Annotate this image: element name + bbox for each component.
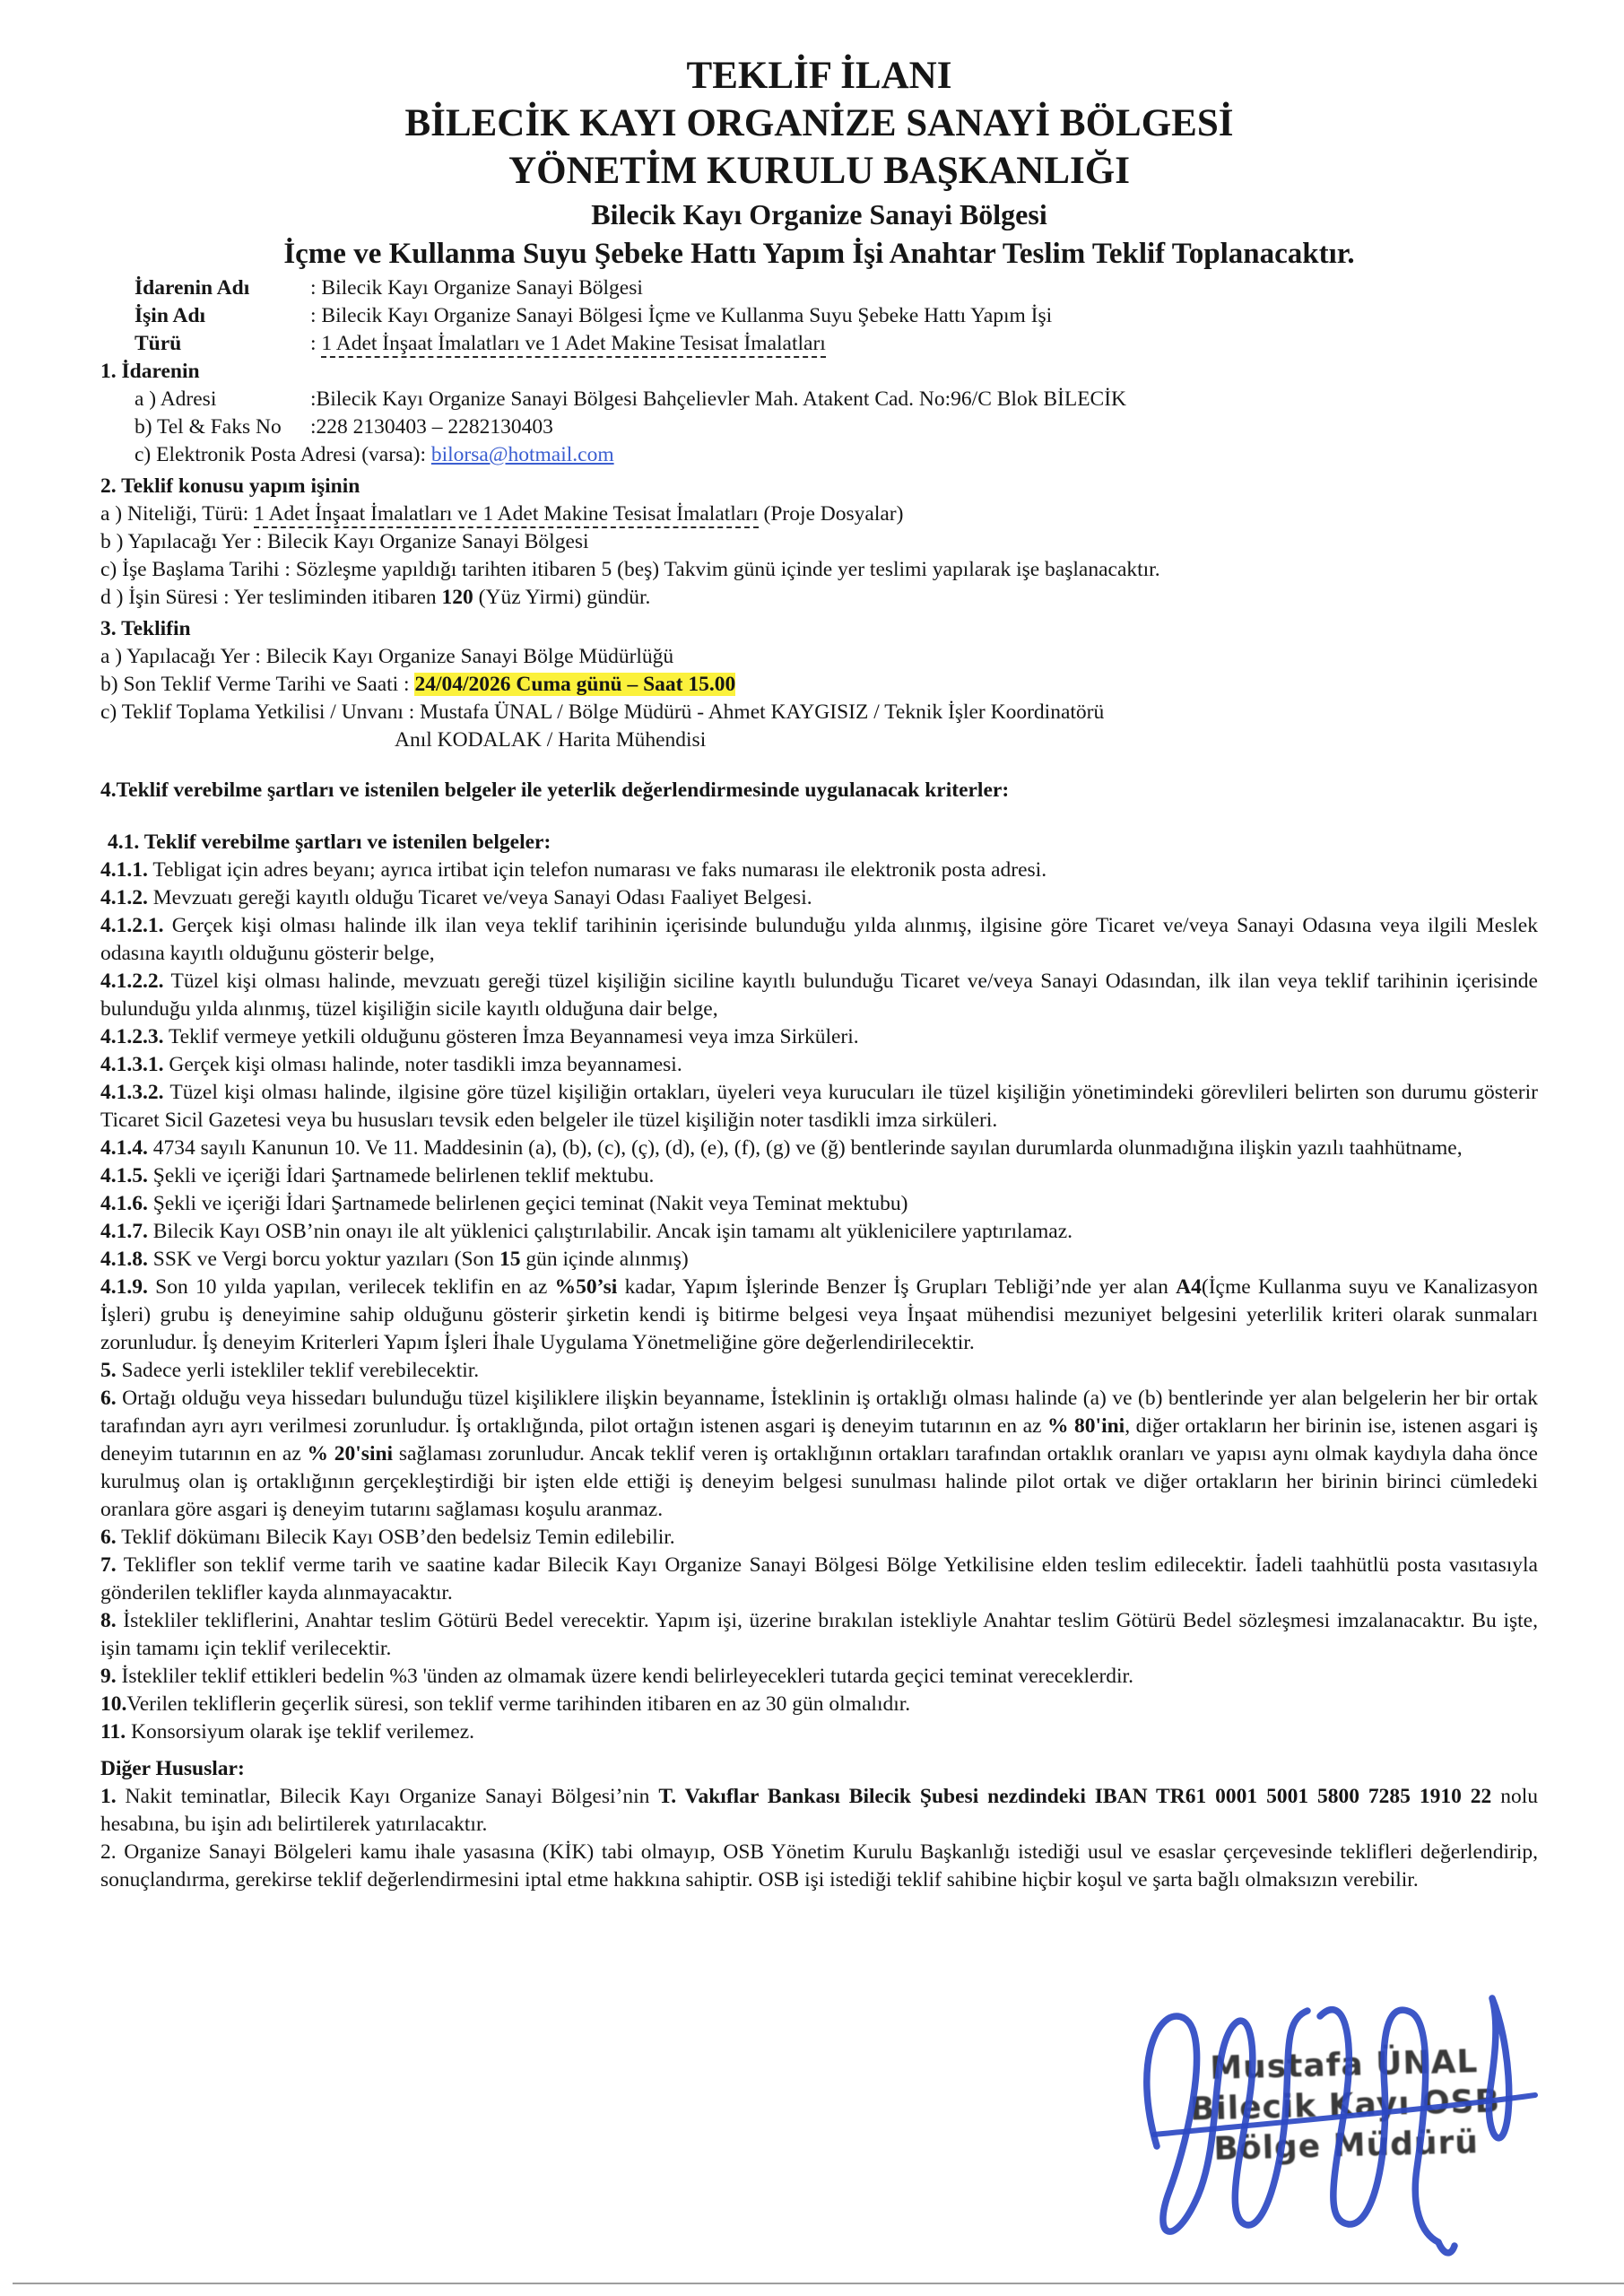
section4-heading: 4.Teklif verebilme şartları ve istenilen belgeler ile yeterlik değerlendirmesinde uygulanacak kriterler: (100, 778, 1010, 802)
stamp-title: Bölge Müdürü (1212, 2124, 1480, 2168)
item-9: 9. İstekliler teklif ettikleri bedelin %3 'ünden az olmamak üzere kendi belirleyecekleri tutarda geçici teminat vereceklerdir. (100, 1665, 1133, 1688)
section3-item-c-continued: Anıl KODALAK / Harita Mühendisi (395, 728, 707, 752)
item-4-1-1: 4.1.1. Tebligat için adres beyanı; ayrıca irtibat için telefon numarası ve faks numarası ile elektronik posta adresi. (100, 858, 1047, 882)
item-4-1-2-3: 4.1.2.3. Teklif vermeye yetkili olduğunu gösteren İmza Beyannamesi veya imza Sirküleri. (100, 1025, 859, 1048)
scan-artifact-line (13, 2283, 1624, 2284)
doc-title: TEKLİF İLANI (686, 55, 952, 97)
item-4-1-7: 4.1.7. Bilecik Kayı OSB’nin onayı ile alt yüklenici çalıştırılabilir. Ancak işin tamamı alt yüklenicilere yaptırılamaz. (100, 1220, 1073, 1243)
info-row-turu (100, 330, 1538, 358)
item-11: 11. Konsorsiyum olarak işe teklif verilemez. (100, 1720, 475, 1744)
phone-label: b) Tel & Faks No (135, 415, 282, 439)
section3-heading: 3. Teklifin (100, 617, 191, 640)
item-6b: 6. Teklif dökümanı Bilecik Kayı OSB’den bedelsiz Temin edilebilir. (100, 1526, 675, 1549)
item-4-1-5: 4.1.5. Şekli ve içeriği İdari Şartnamede belirlenen teklif mektubu. (100, 1164, 655, 1187)
section2-item-b: b ) Yapılacağı Yer : Bilecik Kayı Organize Sanayi Bölgesi (100, 530, 589, 553)
item-4-1-9: 4.1.9. Son 10 yılda yapılan, verilecek teklifin en az %50’si kadar, Yapım İşlerinde Benzer İş Grupları Tebliği’nde yer alan A4(İçme Kullanma suyu ve Kanalizasyon İşleri) grubu iş deneyimine sahip olduğunu gösterir şirketin kendi iş bitirme belgesi veya İnşaat mühendisi mezuniyet belgesini yeterlilik kriteri olarak sunmaları zorunludur. İş deneyim Kriterleri Yapım İşleri İhale Uygulama Yönetmeliğine göre değerlendirilecektir. (100, 1275, 1539, 1354)
other-matters-item-2: 2. Organize Sanayi Bölgeleri kamu ihale yasasına (KİK) tabi olmayıp, OSB Yönetim Kurulu Başkanlığı istediği usul ve esaslar çerçevesinde teklifleri değerlendirip, sonuçlandırma, gerekirse teklif değerlendirmesini iptal etme hakkına sahiptir. OSB işi istediği teklif sahibine hiçbir koşul ve şarta bağlı olmaksızın verebilir. (100, 1840, 1538, 1892)
item-4-1-8: 4.1.8. SSK ve Vergi borcu yoktur yazıları (Son 15 gün içinde alınmış) (100, 1248, 689, 1271)
info-label: İşin Adı (135, 304, 206, 327)
deadline-highlight: 24/04/2026 Cuma günü – Saat 15.00 (414, 673, 736, 696)
other-matters-heading: Diğer Hususlar: (100, 1757, 245, 1780)
subtitle-org: Bilecik Kayı Organize Sanayi Bölgesi (591, 198, 1047, 230)
info-value: : 1 Adet İnşaat İmalatları ve 1 Adet Makine Tesisat İmalatları (310, 330, 826, 358)
section41-heading: 4.1. Teklif verebilme şartları ve istenilen belgeler: (108, 831, 551, 854)
item-4-1-2-2: 4.1.2.2. Tüzel kişi olması halinde, mevzuatı gereği tüzel kişiliğin siciline kayıtlı bulunduğu Ticaret ve/veya Sanayi Odasından, ilk ilan veya teklif tarihinin içerisinde bulunduğu yılda alınmış, tüzel kişiliğin sicile kayıtlı olduğuna dair belge, (100, 970, 1538, 1021)
info-row-idarenin-adi (100, 274, 1538, 302)
address-label: a ) Adresi (135, 387, 217, 411)
info-label: Türü (135, 332, 182, 355)
stamp-org: Bilecik Kayı OSB (1189, 2083, 1501, 2128)
item-4-1-2: 4.1.2. Mevzuatı gereği kayıtlı olduğu Ticaret ve/veya Sanayi Odası Faaliyet Belgesi. (100, 886, 812, 909)
section3-item-b: b) Son Teklif Verme Tarihi ve Saati : 24/04/2026 Cuma günü – Saat 15.00 (100, 673, 736, 696)
address-value: :Bilecik Kayı Organize Sanayi Bölgesi Bahçelievler Mah. Atakent Cad. No:96/C Blok BİLECİK (310, 387, 1127, 411)
item-8: 8. İstekliler tekliflerini, Anahtar teslim Götürü Bedel verecektir. Yapım işi, üzerine bırakılan istekliyle Anahtar teslim Götürü Bedel sözleşmesi imzalanacaktır. Bu işte, işin tamamı için teklif verilecektir. (100, 1609, 1538, 1660)
item-6: 6. Ortağı olduğu veya hissedarı bulunduğu tüzel kişiliklere ilişkin beyanname, İsteklinin iş ortaklığı olması halinde (a) ve (b) bentlerinde yer alan belgelerin her bir ortak tarafından ayrı ayrı verilmesi zorunludur. İş ortaklığında, pilot ortağın istenen asgari iş deneyim tutarının en az % 80'ini, diğer ortakların her birinin ise, istenen asgari iş deneyim tutarının en az % 20'sini sağlaması zorunludur. Ancak teklif veren iş ortaklığının ortakları tarafından ortaklık oranları ve yapısı aynı olmak kaydıyla daha önce kurulmuş olan iş ortaklığının gerçekleştirdiği bir işten elde ettiği iş deneyim belgesi sunulması halinde pilot ortak ve diğer ortakların her birinin birinci cümledeki oranlara göre asgari iş deneyim tutarını sağlaması koşulu aranmaz. (100, 1387, 1538, 1521)
item-4-1-3-2: 4.1.3.2. Tüzel kişi olması halinde, ilgisine göre tüzel kişiliğin ortakları, üyeleri veya kurucuları ile tüzel kişiliğin yönetimindeki görevlileri belirten son durumu gösterir Ticaret Sicil Gazetesi veya bu hususları tevsik eden belgeler ile tüzel kişiliğin noter tasdikli imza sirküleri. (100, 1081, 1538, 1132)
item-4-1-4: 4.1.4. 4734 sayılı Kanunun 10. Ve 11. Maddesinin (a), (b), (c), (ç), (d), (e), (f), (g) ve (ğ) bentlerinde sayılan durumlarda olunmadığına ilişkin yazılı taahhütname, (100, 1136, 1463, 1160)
item-7: 7. Teklifler son teklif verme tarih ve saatine kadar Bilecik Kayı Organize Sanayi Bölgesi Bölge Yetkilisine elden teslim edilecektir. İadeli taahhütlü posta vasıtasıyla gönderilen teklifler kayda alınmayacaktır. (100, 1553, 1538, 1605)
section2-heading: 2. Teklif konusu yapım işinin (100, 474, 360, 498)
section3-item-c: c) Teklif Toplama Yetkilisi / Unvanı : Mustafa ÜNAL / Bölge Müdürü - Ahmet KAYGISIZ / Teknik İşler Koordinatörü (100, 700, 1105, 724)
other-matters-item-1: 1. Nakit teminatlar, Bilecik Kayı Organize Sanayi Bölgesi’nin T. Vakıflar Bankası Bilecik Şubesi nezdindeki IBAN TR61 0001 5001 5800 7285 1910 22 nolu hesabına, bu işin adı belirtilerek yatırılacaktır. (100, 1785, 1539, 1836)
underlined-work-type: 1 Adet İnşaat İmalatları ve 1 Adet Makine Tesisat İmalatları (321, 332, 825, 358)
subtitle-work: İçme ve Kullanma Suyu Şebeke Hattı Yapım İşi Anahtar Teslim Teklif Toplanacaktır. (283, 238, 1355, 270)
item-4-1-2-1: 4.1.2.1. Gerçek kişi olması halinde ilk ilan veya teklif tarihinin içerisinde bulunduğu yılda alınmış, ilgisine göre Ticaret ve/veya Sanayi Odasına veya ilgili Meslek odasına kayıtlı olduğunu gösterir belge, (100, 914, 1538, 965)
section2-item-a: a ) Niteliği, Türü: 1 Adet İnşaat İmalatları ve 1 Adet Makine Tesisat İmalatları (Proje Dosyalar) (100, 500, 1538, 528)
section1-phone-row (100, 413, 1538, 441)
section2-item-d: d ) İşin Süresi : Yer tesliminden itibaren 120 (Yüz Yirmi) gündür. (100, 586, 651, 609)
section1-address-row (100, 386, 1538, 413)
item-4-1-6: 4.1.6. Şekli ve içeriği İdari Şartnamede belirlenen geçici teminat (Nakit veya Teminat mektubu) (100, 1192, 908, 1215)
document-header (100, 52, 1538, 274)
info-row-isin-adi (100, 302, 1538, 330)
section1-heading: 1. İdarenin (100, 360, 200, 383)
phone-value: :228 2130403 – 2282130403 (310, 415, 553, 439)
org-name-line2: YÖNETİM KURULU BAŞKANLIĞI (508, 150, 1130, 192)
info-label: İdarenin Adı (135, 276, 250, 300)
org-name-line1: BİLECİK KAYI ORGANİZE SANAYİ BÖLGESİ (404, 102, 1234, 144)
section3-item-a: a ) Yapılacağı Yer : Bilecik Kayı Organize Sanayi Bölge Müdürlüğü (100, 645, 674, 668)
info-value: : Bilecik Kayı Organize Sanayi Bölgesi (310, 276, 643, 300)
signature-scribble (1105, 1980, 1553, 2260)
underlined-work-type: 1 Adet İnşaat İmalatları ve 1 Adet Makine Tesisat İmalatları (254, 502, 758, 528)
section2-item-c: c) İşe Başlama Tarihi : Sözleşme yapıldığı tarihten itibaren 5 (beş) Takvim günü içinde yer teslimi yapılarak işe başlanacaktır. (100, 558, 1160, 581)
item-10: 10.Verilen tekliflerin geçerlik süresi, son teklif verme tarihinden itibaren en az 30 gün olmalıdır. (100, 1692, 911, 1716)
item-4-1-3-1: 4.1.3.1. Gerçek kişi olması halinde, noter tasdikli imza beyannamesi. (100, 1053, 682, 1076)
email-line: c) Elektronik Posta Adresi (varsa): bilorsa@hotmail.com (135, 443, 614, 466)
item-5: 5. Sadece yerli istekliler teklif verebilecektir. (100, 1359, 480, 1382)
section1-email-row (100, 441, 1538, 469)
info-value: : Bilecik Kayı Organize Sanayi Bölgesi İçme ve Kullanma Suyu Şebeke Hattı Yapım İşi (310, 304, 1053, 327)
stamp-name: Mustafa ÜNAL (1209, 2043, 1479, 2087)
email-link[interactable]: bilorsa@hotmail.com (430, 443, 614, 466)
